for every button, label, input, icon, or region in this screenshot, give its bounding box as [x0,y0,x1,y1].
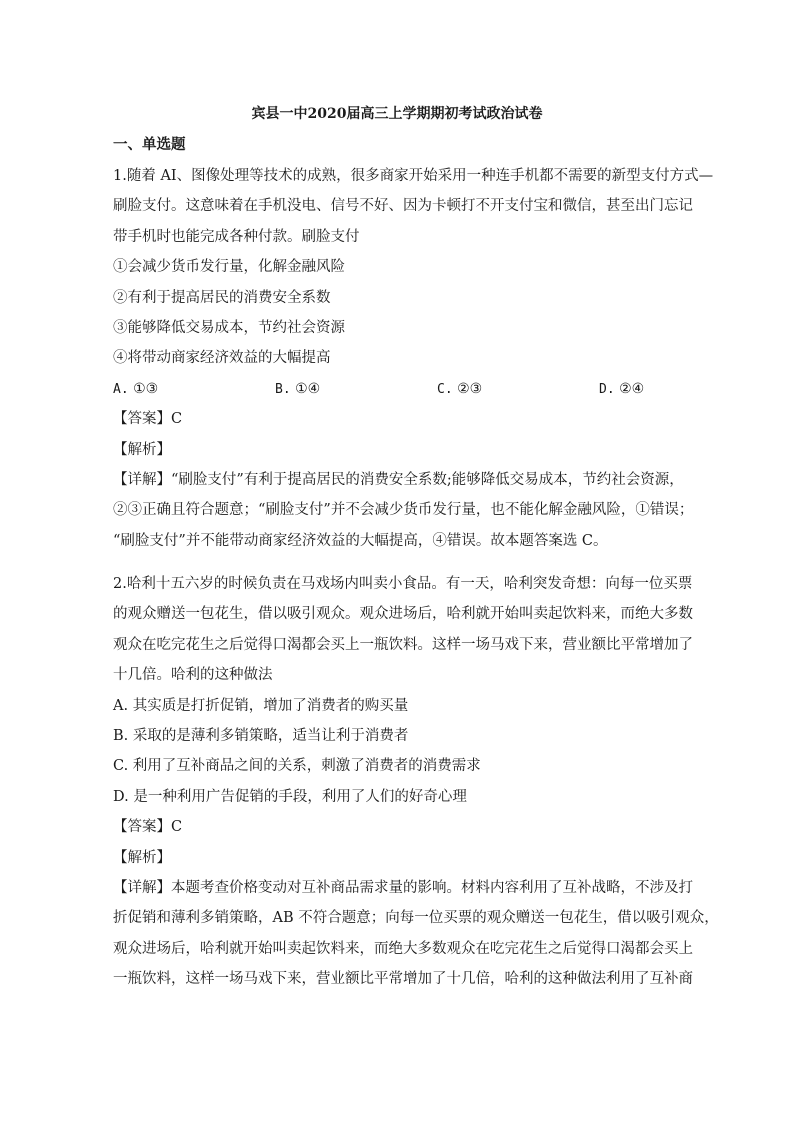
section-heading: 一、单选题 [113,136,186,153]
q2-stem-line: 2.哈利十五六岁的时候负责在马戏场内叫卖小食品。有一天，哈利突发奇想：向每一位买票 [113,576,693,592]
q1-answer: 【答案】C [113,411,183,428]
exam-title: 宾县一中2020届高三上学期期初考试政治试卷 [251,106,543,122]
q2-detail-line: 折促销和薄利多销策略，AB 不符合题意；向每一位买票的观众赠送一包花生，借以吸引观众， [113,910,719,927]
q1-stem-line: 带手机时也能完成各种付款。刷脸支付 [113,228,360,245]
q1-option-c: C. ②③ [437,380,483,397]
q2-detail-line: 一瓶饮料，这样一场马戏下来，营业额比平常增加了十几倍，哈利的这种做法利用了互补商 [113,971,693,988]
q2-option-c: C. 利用了互补商品之间的关系，刺激了消费者的消费需求 [113,758,481,775]
q2-option-d: D. 是一种利用广告促销的手段，利用了人们的好奇心理 [113,788,467,805]
q1-stem-line: 1.随着 AI、图像处理等技术的成熟，很多商家开始采用一种连手机都不需要的新型支付方式— [113,168,714,184]
q2-stem-line: 的观众赠送一包花生，借以吸引观众。观众进场后，哈利就开始叫卖起饮料来，而绝大多数 [113,606,693,623]
q2-option-a: A. 其实质是打折促销，增加了消费者的购买量 [113,697,409,714]
q1-option-a: A. ①③ [113,380,159,397]
question-2 [113,569,719,994]
q1-statement: ①会减少货币发行量，化解金融风险 [113,259,345,276]
q1-stem-line: 刷脸支付。这意味着在手机没电、信号不好、因为卡顿打不开支付宝和微信，甚至出门忘记 [113,198,693,215]
q1-option-d: D. ②④ [599,380,645,397]
question-1 [113,161,714,556]
q2-answer: 【答案】C [113,819,183,836]
q2-analysis-label: 【解析】 [113,849,171,866]
q2-stem-line: 观众在吃完花生之后觉得口渴都会买上一瓶饮料。这样一场马戏下来，营业额比平常增加了 [113,636,693,653]
q1-statement: ③能够降低交易成本，节约社会资源 [113,319,345,336]
q1-statement: ②有利于提高居民的消费安全系数 [113,289,331,306]
q1-detail-line: “刷脸支付”并不能带动商家经济效益的大幅提高，④错误。故本题答案选 C。 [113,532,608,549]
q1-options [113,374,685,404]
q1-statement: ④将带动商家经济效益的大幅提高 [113,350,331,367]
q2-detail-line: 【详解】本题考查价格变动对互补商品需求量的影响。材料内容利用了互补战略，不涉及打 [113,879,693,896]
q2-stem-line: 十几倍。哈利的这种做法 [113,667,273,684]
q1-detail-line: 【详解】“刷脸支付”有利于提高居民的消费安全系数;能够降低交易成本，节约社会资源， [113,471,684,488]
q2-detail-line: 观众进场后，哈利就开始叫卖起饮料来，而绝大多数观众在吃完花生之后觉得口渴都会买上 [113,940,693,957]
q2-option-b: B. 采取的是薄利多销策略，适当让利于消费者 [113,727,409,744]
q1-option-b: B. ①④ [275,380,321,397]
q1-analysis-label: 【解析】 [113,441,171,458]
q1-detail-line: ②③正确且符合题意；“刷脸支付”并不会减少货币发行量，也不能化解金融风险，①错误； [113,502,694,519]
